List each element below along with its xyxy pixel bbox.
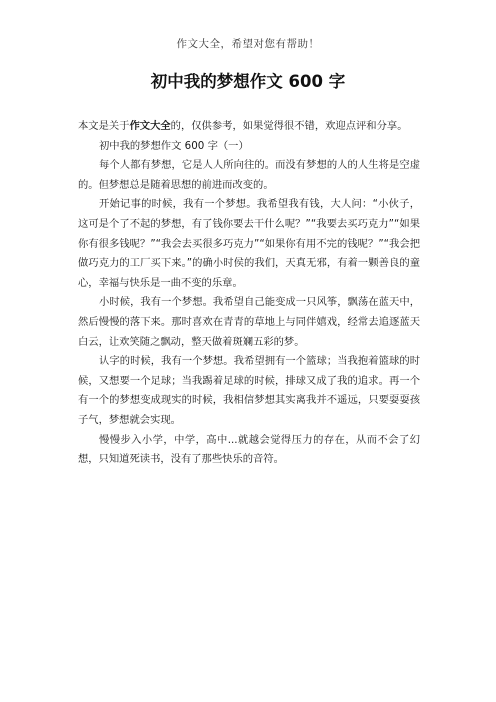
intro-text-bold: 作文大全 [129, 120, 171, 132]
body-paragraph: 慢慢步入小学，中学，高中...就越会觉得压力的存在，从而不会了幻想，只知道死读书，没有了那些快乐的音符。 [78, 433, 420, 466]
document-title: 初中我的梦想作文 600 字 [150, 72, 346, 91]
intro-paragraph [78, 117, 420, 137]
page-header-tagline: 作文大全，希望对您有帮助！ [176, 38, 320, 50]
body-paragraph: 认字的时候，我有一个梦想。我希望拥有一个篮球；当我抱着篮球的时候，又想要一个足球；当我踢着足球的时候，排球又成了我的追求。再一个有一个的梦想变成现实的时候，我相信梦想其实离我并不遥远，只要耍耍孩子气，梦想就会实现。 [78, 355, 420, 426]
document-body [78, 117, 420, 470]
intro-text-before: 本文是关于 [78, 120, 130, 132]
body-paragraph: 开始记事的时候，我有一个梦想。我希望我有钱，大人问：“小伙子，这可是个了不起的梦想，有了钱你要去干什么呢？”“我要去买巧克力”“如果你有很多钱呢？”“我会去买很多巧克力”“如果你有用不完的钱呢？”“我会把做巧克力的工厂买下来。”的确小时侯的我们，天真无邪，有着一颗善良的童心，幸福与快乐是一曲不变的乐章。 [78, 198, 420, 289]
intro-text-after: 的，仅供参考，如果觉得很不错，欢迎点评和分享。 [170, 120, 408, 132]
section-heading: 初中我的梦想作文 600 字（一） [99, 139, 249, 152]
body-paragraph: 每个人都有梦想，它是人人所向往的。而没有梦想的人的人生将是空虚的。但梦想总是随着思想的前进而改变的。 [78, 159, 420, 191]
body-paragraph: 小时候，我有一个梦想。我希望自己能变成一只风筝，飘荡在蓝天中，然后慢慢的落下来。那时喜欢在青青的草地上与同伴嬉戏，经常去追逐蓝天白云，让欢笑随之飘动，整天做着斑斓五彩的梦。 [78, 296, 420, 348]
